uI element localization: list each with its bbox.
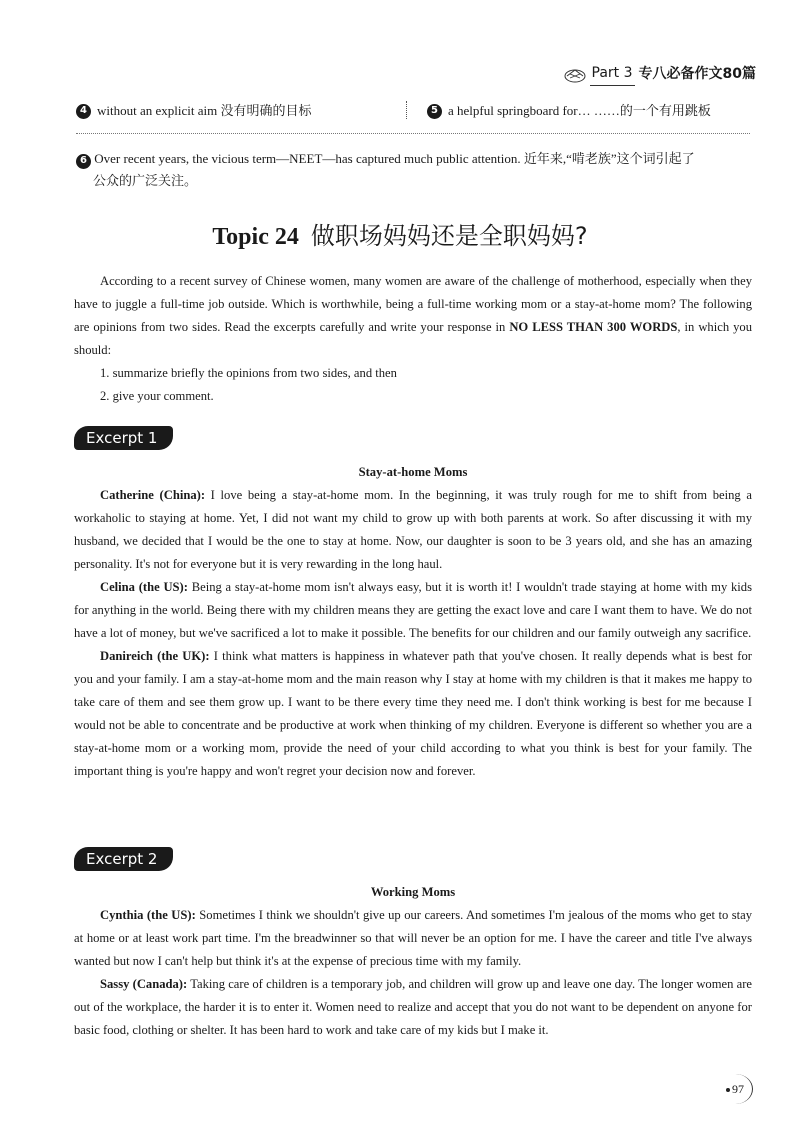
- vocab-text-line1: Over recent years, the vicious term—NEET—has captured much public attention. 近年来,“啃老族”这个词引起了: [94, 151, 695, 166]
- opinion-paragraph: Celina (the US): Being a stay-at-home mom isn't always easy, but it is worth it! I wouldn't trade staying at home with my kids for anything in the world. Being there with my children means they are getting the exact love and care I want them to have. We do not have a lot of money, but we've sacrificed a lot to make it possible. The benefits for our children and our family outweigh any sacrifice.: [74, 580, 752, 640]
- part-label: Part 3: [590, 62, 635, 86]
- excerpt-1: [74, 461, 752, 783]
- excerpt-1-heading: Stay-at-home Moms: [358, 465, 468, 479]
- excerpt-2-heading: Working Moms: [370, 885, 456, 899]
- excerpt-1-badge: Excerpt 1: [74, 426, 173, 450]
- speaker-name: Danireich (the UK):: [100, 649, 210, 663]
- vocab-item-4: [76, 101, 406, 121]
- vocab-text: without an explicit aim 没有明确的目标: [97, 103, 312, 118]
- word-count-requirement: NO LESS THAN 300 WORDS: [509, 320, 678, 334]
- excerpt-2-badge: Excerpt 2: [74, 847, 173, 871]
- dotted-divider: [76, 133, 750, 134]
- column-separator: [406, 101, 421, 119]
- instructions-intro: According to a recent survey of Chinese women, many women are aware of the challenge of motherhood, especially when they have to juggle a full-time job outside. Which is worthwhile, being a full-time working mom or a stay-at-home mom? The following are opinions from two sides. Read the excerpts carefully and write your response in NO LESS THAN 300 WORDS, in which you should:: [74, 274, 752, 357]
- book-title: 专八必备作文80篇: [638, 65, 756, 82]
- vocab-text: a helpful springboard for… ……的一个有用跳板: [448, 103, 711, 118]
- book-logo-icon: [564, 65, 586, 83]
- speaker-name: Catherine (China):: [100, 488, 206, 502]
- instruction-item: 1. summarize briefly the opinions from two sides, and then: [100, 366, 397, 380]
- page-number: 97: [718, 1074, 753, 1104]
- vocab-item-5: [427, 101, 711, 121]
- instructions: [74, 270, 752, 408]
- speaker-name: Cynthia (the US):: [100, 908, 196, 922]
- topic-label: Topic 24: [212, 224, 299, 250]
- opinion-paragraph: Catherine (China): I love being a stay-at-home mom. In the beginning, it was truly rough for me to shift from being a workaholic to staying at home. Yet, I did not want my child to grow up with both parents at work. So after discussing it with my husband, we decided that I would be the one to stay at home. Now, our daughter is soon to be 3 years old, and she has an amazing personality. It's not for everyone but it is very rewarding in the long haul.: [74, 488, 752, 571]
- topic-title: [0, 218, 800, 255]
- number-badge: 5: [427, 104, 442, 119]
- vocab-item-6: [76, 148, 756, 192]
- number-badge: 6: [76, 154, 91, 169]
- excerpt-2: [74, 881, 752, 1042]
- speaker-name: Sassy (Canada):: [100, 977, 188, 991]
- topic-title-cn: 做职场妈妈还是全职妈妈?: [310, 222, 588, 250]
- speaker-name: Celina (the US):: [100, 580, 188, 594]
- number-badge: 4: [76, 104, 91, 119]
- running-header: [564, 62, 756, 86]
- opinion-paragraph: Sassy (Canada): Taking care of children is a temporary job, and children will grow up and leave one day. The longer women are out of the workplace, the harder it is to enter it. Women need to realize and accept that you do not want to be dependent on anyone for basic food, clothing or shelter. It has been hard to work and take care of my kids but I make it.: [74, 977, 753, 1037]
- instruction-item: 2. give your comment.: [100, 389, 214, 403]
- vocab-text-line2: 公众的广泛关注。: [93, 173, 198, 188]
- dot-icon: [726, 1088, 730, 1092]
- opinion-paragraph: Danireich (the UK): I think what matters is happiness in whatever path that you've chosen. It really depends what is best for you and your family. I am a stay-at-home mom and the main reason why I stay at home with my children is that it makes me happy to take care of them and see them grow up. I want to be there every time they need me. I don't think working is best for me because I would not be able to concentrate and be productive at work when thinking of my children. Everyone is different so whether you are a stay-at-home mom or a working mom, provide the need of your child according to what you think is best for your family. The important thing is you're happy and won't regret your decision now and forever.: [74, 649, 752, 778]
- vocab-row: [76, 101, 734, 121]
- opinion-paragraph: Cynthia (the US): Sometimes I think we shouldn't give up our careers. And sometimes I'm jealous of the moms who get to stay at home or at least work part time. I'm the breadwinner so that will never be an option for me. I have the career and title I've always wanted but now I can't help but think it's at the expense of precious time with my family.: [74, 908, 752, 968]
